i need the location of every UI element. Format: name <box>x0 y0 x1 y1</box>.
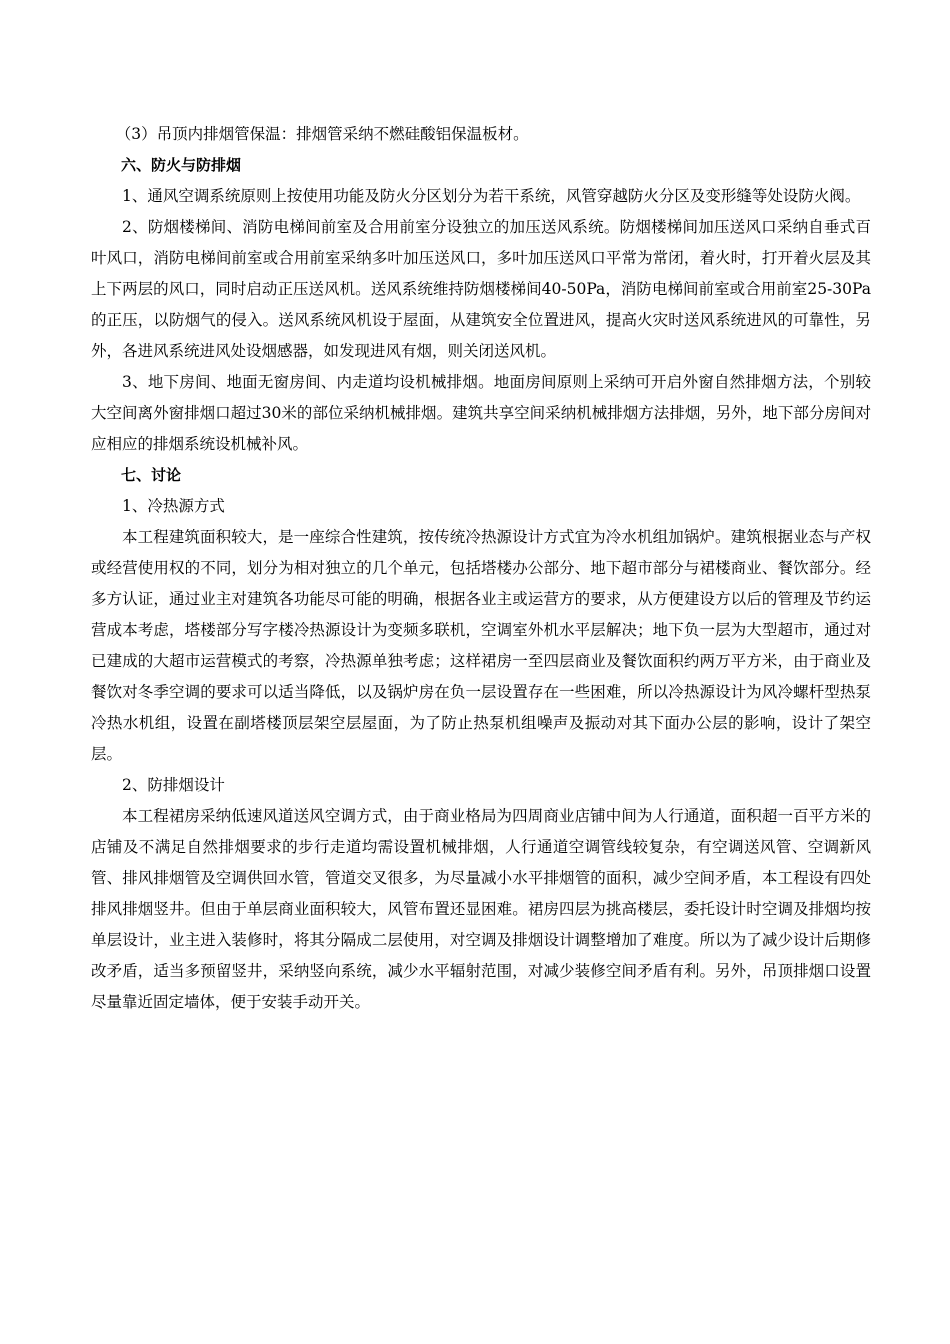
section-heading-fire-smoke: 六、防火与防排烟 <box>121 156 242 174</box>
subheading-heat-source: 1、冷热源方式 <box>122 497 225 515</box>
paragraph-fire-3: 3、地下房间、地面无窗房间、内走道均设机械排烟。地面房间原则上采纳可开启外窗自然排烟方法，个别较大空间离外窗排烟口超过30米的部位采纳机械排烟。建筑共享空间采纳机械排烟方法排烟，另外，地下部分房间对应相应的排烟系统设机械补风。 <box>91 373 871 453</box>
paragraph-smoke-design: 本工程裙房采纳低速风道送风空调方式，由于商业格局为四周商业店铺中间为人行通道，面积超一百平方米的店铺及不满足自然排烟要求的步行走道均需设置机械排烟，人行通道空调管线较复杂，有空调送风管、空调新风管、排风排烟管及空调供回水管，管道交叉很多，为尽量减小水平排烟管的面积，减少空间矛盾，本工程设有四处排风排烟竖井。但由于单层商业面积较大，风管布置还显困难。裙房四层为挑高楼层，委托设计时空调及排烟均按单层设计，业主进入装修时，将其分隔成二层使用，对空调及排烟设计调整增加了难度。所以为了减少设计后期修改矛盾，适当多预留竖井，采纳竖向系统，减少水平辐射范围，对减少装修空间矛盾有利。另外，吊顶排烟口设置尽量靠近固定墙体，便于安装手动开关。 <box>91 807 871 1011</box>
section-heading-discussion: 七、讨论 <box>121 466 182 484</box>
paragraph-heat-source: 本工程建筑面积较大，是一座综合性建筑，按传统冷热源设计方式宜为冷水机组加锅炉。建筑根据业态与产权或经营使用权的不同，划分为相对独立的几个单元，包括塔楼办公部分、地下超市部分与裙楼商业、餐饮部分。经多方认证，通过业主对建筑各功能尽可能的明确，根据各业主或运营方的要求，从方便建设方以后的管理及节约运营成本考虑，塔楼部分写字楼冷热源设计为变频多联机，空调室外机水平层解决；地下负一层为大型超市，通过对已建成的大超市运营模式的考察，冷热源单独考虑；这样裙房一至四层商业及餐饮面积约两万平方米，由于商业及餐饮对冬季空调的要求可以适当降低，以及锅炉房在负一层设置存在一些困难，所以冷热源设计为风冷螺杆型热泵冷热水机组，设置在副塔楼顶层架空层屋面，为了防止热泵机组噪声及振动对其下面办公层的影响，设计了架空层。 <box>91 528 871 763</box>
document-page <box>91 119 871 1018</box>
paragraph-ceiling-insulation: （3）吊顶内排烟管保温：排烟管采纳不燃硅酸铝保温板材。 <box>115 125 529 143</box>
subheading-smoke-design: 2、防排烟设计 <box>122 776 225 794</box>
paragraph-fire-2: 2、防烟楼梯间、消防电梯间前室及合用前室分设独立的加压送风系统。防烟楼梯间加压送风口采纳自垂式百叶风口，消防电梯间前室或合用前室采纳多叶加压送风口，多叶加压送风口平常为常闭，着火时，打开着火层及其上下两层的风口，同时启动正压送风机。送风系统维持防烟楼梯间40-50Pa，消防电梯间前室或合用前室25-30Pa的正压，以防烟气的侵入。送风系统风机设于屋面，从建筑安全位置进风，提高火灾时送风系统进风的可靠性，另外，各进风系统进风处设烟感器，如发现进风有烟，则关闭送风机。 <box>91 218 871 360</box>
paragraph-fire-1: 1、通风空调系统原则上按使用功能及防火分区划分为若干系统，风管穿越防火分区及变形缝等处设防火阀。 <box>122 187 861 205</box>
